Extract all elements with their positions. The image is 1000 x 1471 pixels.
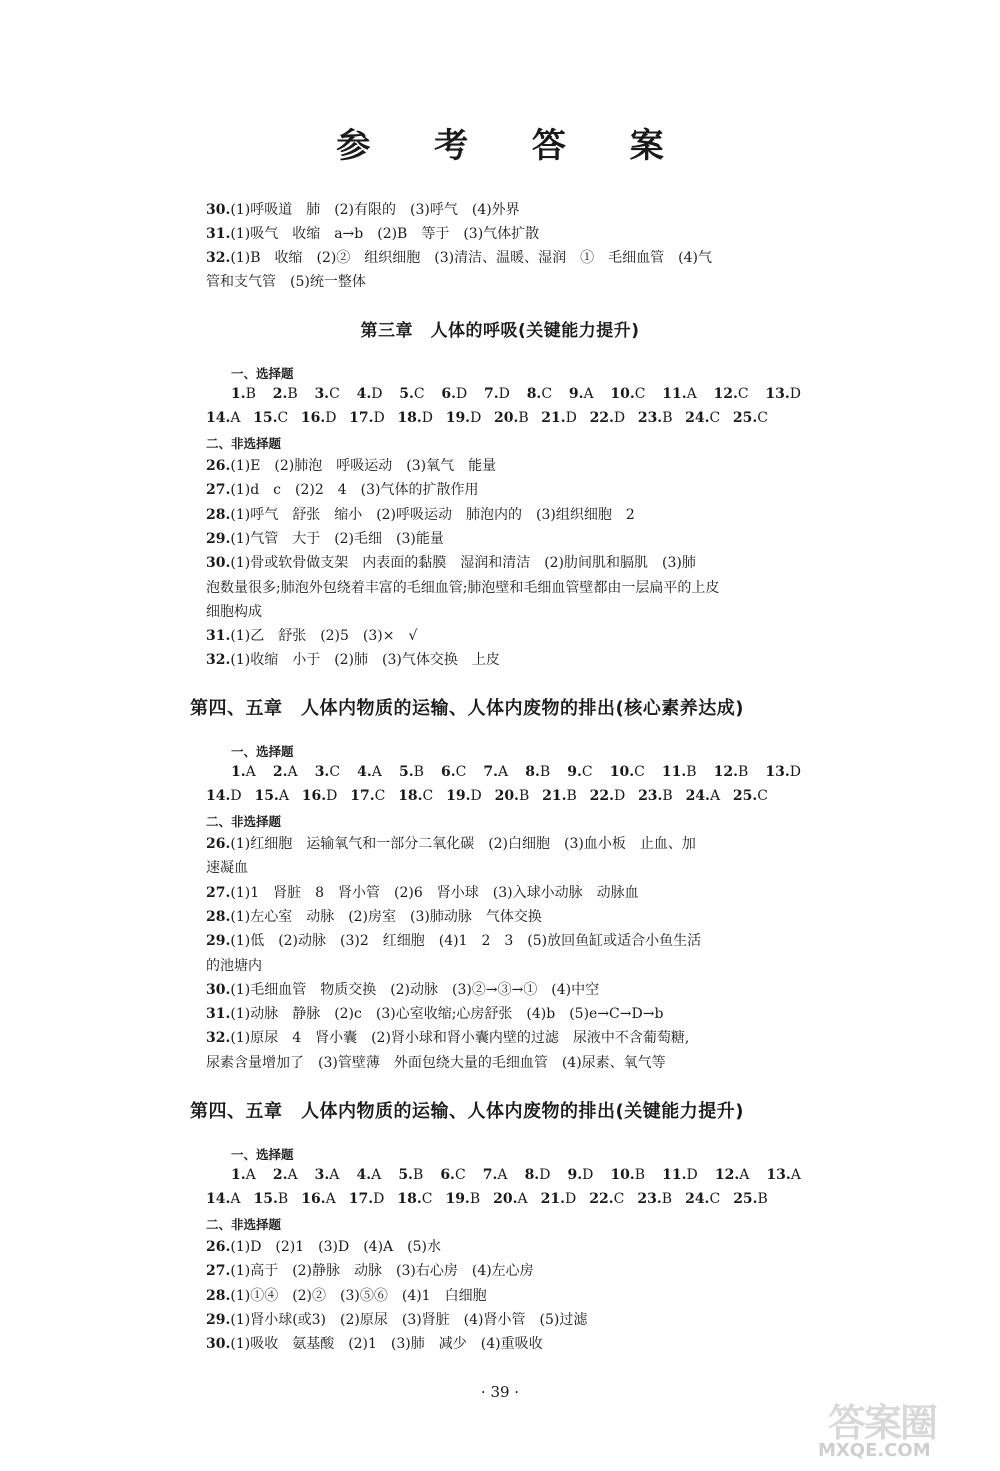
choice-answer: 1.A: [231, 1167, 256, 1183]
choice-answer: 4.A: [357, 764, 382, 780]
answer-line: [206, 224, 798, 244]
question-number: 27.: [206, 482, 231, 499]
choice-answer: 25.C: [732, 410, 768, 426]
answer-text: (1)B 收缩 (2)② 组织细胞 (3)清洁、温暖、湿润 ① 毛细血管 (4)气: [230, 250, 712, 266]
question-number: 29.: [206, 1311, 231, 1328]
answer-line: [206, 1028, 798, 1048]
question-number: 31.: [206, 628, 231, 645]
answer-text: (1)动脉 静脉 (2)c (3)心室收缩;心房舒张 (4)b (5)e→C→D→b: [230, 1006, 664, 1023]
answer-line: [206, 834, 798, 854]
answer-text: (1)吸气 收缩 a→b (2)B 等于 (3)气体扩散: [230, 226, 540, 242]
choice-answer: 24.A: [685, 788, 721, 804]
question-number: 31.: [206, 226, 231, 242]
choice-answer: 12.A: [714, 1167, 750, 1183]
choice-answers-row: [206, 788, 768, 804]
question-number: 31.: [206, 1006, 231, 1023]
answer-text: (1)气管 大于 (2)毛细 (3)能量: [230, 530, 444, 547]
choice-answer: 8.D: [524, 1167, 551, 1183]
question-number: 29.: [206, 933, 231, 950]
choice-answer: 19.B: [445, 1191, 481, 1207]
answer-text: (1)肾小球(或3) (2)原尿 (3)肾脏 (4)肾小管 (5)过滤: [230, 1311, 588, 1328]
watermark-url: MXQE.COM: [818, 1440, 931, 1461]
choice-answer: 2.A: [272, 764, 298, 780]
choice-answer: 20.B: [493, 410, 529, 426]
choice-answer: 24.C: [685, 1191, 721, 1207]
answer-text: (1)1 肾脏 8 肾小管 (2)6 肾小球 (3)入球小动脉 动脉血: [230, 884, 639, 901]
question-number: 30.: [206, 1336, 231, 1353]
answer-line: [206, 1237, 798, 1257]
watermark: [818, 1392, 978, 1462]
choice-answers-row: [206, 410, 768, 426]
choice-answer: 23.B: [637, 410, 673, 426]
answer-text: (1)①④ (2)② (3)⑤⑥ (4)1 白细胞: [230, 1287, 487, 1304]
choice-section-label: 一、选择题: [231, 1147, 294, 1162]
choice-answer: 13.A: [766, 1167, 801, 1183]
choice-answer: 17.D: [349, 410, 385, 426]
choice-answer: 10.C: [609, 764, 645, 780]
answer-text: (1)毛细血管 物质交换 (2)动脉 (3)②→③→① (4)中空: [230, 981, 600, 998]
choice-answer: 14.D: [206, 788, 242, 804]
answer-line: [206, 907, 798, 927]
answer-line: [206, 1261, 798, 1281]
choice-answer: 5.C: [399, 386, 425, 402]
page-number: · 39 ·: [480, 1383, 520, 1401]
choice-answer: 6.C: [440, 764, 467, 780]
choice-answer: 10.B: [610, 1167, 646, 1183]
section-heading: 第四、五章 人体内物质的运输、人体内废物的排出(核心素养达成): [190, 698, 744, 719]
choice-answer: 22.D: [589, 410, 626, 426]
choice-answer: 14.A: [206, 410, 241, 426]
choice-answers-row: [231, 764, 801, 780]
choice-answer: 20.B: [494, 788, 530, 804]
choice-answer: 4.D: [356, 386, 383, 402]
choice-answer: 16.A: [301, 1191, 336, 1207]
choice-answer: 21.B: [542, 788, 577, 804]
choice-answer: 5.B: [398, 764, 424, 780]
question-number: 26.: [206, 1239, 231, 1255]
nonchoice-section-label: 二、非选择题: [206, 436, 282, 451]
answer-text: (1)高于 (2)静脉 动脉 (3)右心房 (4)左心房: [230, 1263, 534, 1280]
choice-answer: 13.D: [765, 386, 801, 402]
answer-line-continued: [206, 578, 798, 598]
choice-answer: 16.D: [300, 410, 337, 426]
choice-section-label: 一、选择题: [231, 366, 294, 381]
choice-answer: 11.B: [661, 764, 697, 780]
choice-answer: 25.C: [732, 788, 768, 804]
answer-text: (1)骨或软骨做支架 内表面的黏膜 湿润和清洁 (2)肋间肌和膈肌 (3)肺: [230, 555, 696, 572]
choice-answer: 22.D: [589, 788, 626, 804]
choice-answer: 9.D: [567, 1167, 594, 1183]
choice-answer: 18.C: [397, 1191, 433, 1207]
choice-answer: 1.A: [231, 764, 256, 780]
answer-line-continued: [206, 602, 798, 622]
choice-answer: 22.C: [589, 1191, 625, 1207]
section-heading: 第四、五章 人体内物质的运输、人体内废物的排出(关键能力提升): [190, 1101, 744, 1122]
choice-answer: 21.D: [540, 1191, 577, 1207]
answer-text: (1)红细胞 运输氧气和一部分二氧化碳 (2)白细胞 (3)血小板 止血、加: [230, 836, 696, 852]
question-number: 29.: [206, 530, 231, 547]
nonchoice-section-label: 二、非选择题: [206, 1217, 282, 1232]
answer-line: [206, 1004, 798, 1024]
nonchoice-section-label: 二、非选择题: [206, 814, 282, 829]
choice-answer: 9.C: [567, 764, 593, 780]
choice-answer: 19.D: [445, 410, 482, 426]
answer-line: [206, 650, 798, 670]
question-number: 30.: [206, 981, 231, 998]
question-number: 30.: [206, 202, 231, 218]
choice-answers-row: [231, 1167, 801, 1183]
choice-answer: 8.B: [525, 764, 551, 780]
choice-answer: 21.D: [541, 410, 577, 426]
question-number: 27.: [206, 884, 231, 901]
answer-line: [206, 883, 798, 903]
choice-answer: 13.D: [765, 764, 801, 780]
choice-answer: 14.A: [206, 1191, 241, 1207]
choice-answer: 3.C: [314, 386, 340, 402]
answer-line: [206, 505, 798, 525]
choice-answer: 17.D: [348, 1191, 385, 1207]
answer-line-continued: [206, 272, 798, 292]
answer-line: [206, 248, 798, 268]
answer-line-continued: [206, 1053, 798, 1073]
answer-text: 管和支气管 (5)统一整体: [206, 274, 366, 290]
answer-line: [206, 1286, 798, 1306]
choice-answer: 6.D: [441, 386, 468, 402]
choice-answer: 18.D: [397, 410, 434, 426]
question-number: 32.: [206, 250, 231, 266]
answer-text: (1)乙 舒张 (2)5 (3)× √: [230, 628, 418, 645]
page-title: 参 考 答 案: [336, 126, 690, 166]
choice-answer: 20.A: [493, 1191, 528, 1207]
choice-section-label: 一、选择题: [231, 744, 294, 759]
choice-answer: 24.C: [685, 410, 721, 426]
answer-line: [206, 626, 798, 646]
answer-text: (1)呼吸道 肺 (2)有限的 (3)呼气 (4)外界: [230, 202, 520, 218]
choice-answer: 3.C: [314, 764, 341, 780]
answer-line: [206, 529, 798, 549]
answer-text: 泡数量很多;肺泡外包绕着丰富的毛细血管;肺泡壁和毛细血管壁都由一层扁平的上皮: [206, 579, 720, 596]
choice-answer: 1.B: [231, 386, 256, 402]
choice-answer: 15.C: [253, 410, 289, 426]
answer-text: (1)收缩 小于 (2)肺 (3)气体交换 上皮: [230, 652, 500, 669]
question-number: 27.: [206, 1263, 231, 1280]
answer-text: (1)呼气 舒张 缩小 (2)呼吸运动 肺泡内的 (3)组织细胞 2: [230, 506, 635, 523]
choice-answer: 4.A: [356, 1167, 382, 1183]
choice-answer: 7.A: [483, 764, 509, 780]
answer-text: (1)d c (2)2 4 (3)气体的扩散作用: [230, 482, 479, 499]
answer-line: [206, 1334, 798, 1354]
answer-text: 速凝血: [206, 860, 248, 877]
choice-answer: 23.B: [638, 788, 673, 804]
answer-text: (1)左心室 动脉 (2)房室 (3)肺动脉 气体交换: [230, 908, 542, 925]
answer-line: [206, 1310, 798, 1330]
question-number: 30.: [206, 555, 231, 572]
question-number: 28.: [206, 506, 231, 523]
choice-answer: 11.D: [662, 1167, 698, 1183]
choice-answer: 5.B: [398, 1167, 424, 1183]
section-heading: 第三章 人体的呼吸(关键能力提升): [360, 321, 640, 341]
choice-answer: 15.A: [254, 788, 289, 804]
answer-text: (1)低 (2)动脉 (3)2 红细胞 (4)1 2 3 (5)放回鱼缸或适合小鱼生活: [230, 933, 702, 950]
choice-answer: 18.C: [398, 788, 434, 804]
choice-answer: 8.C: [526, 386, 553, 402]
watermark-logo: 答案圈: [828, 1401, 937, 1445]
question-number: 26.: [206, 836, 231, 852]
question-number: 32.: [206, 1030, 231, 1047]
choice-answer: 9.A: [568, 386, 594, 402]
choice-answer: 25.B: [733, 1191, 768, 1207]
answer-text: (1)原尿 4 肾小囊 (2)肾小球和肾小囊内壁的过滤 尿液中不含葡萄糖,: [230, 1030, 690, 1047]
choice-answer: 11.A: [662, 386, 697, 402]
answer-text: 的池塘内: [206, 957, 262, 974]
answer-line: [206, 480, 798, 500]
choice-answer: 12.C: [713, 386, 749, 402]
question-number: 32.: [206, 652, 231, 669]
choice-answers-row: [206, 1191, 768, 1207]
answer-text: 细胞构成: [206, 603, 262, 620]
answer-line-continued: [206, 858, 798, 878]
answer-text: (1)D (2)1 (3)D (4)A (5)水: [230, 1239, 441, 1255]
answer-text: (1)吸收 氨基酸 (2)1 (3)肺 减少 (4)重吸收: [230, 1336, 543, 1353]
question-number: 26.: [206, 458, 231, 474]
choice-answer: 17.C: [350, 788, 386, 804]
answer-line-continued: [206, 956, 798, 976]
choice-answer: 7.A: [482, 1167, 508, 1183]
choice-answers-row: [231, 386, 801, 402]
choice-answer: 3.A: [314, 1167, 340, 1183]
answer-text: 尿素含量增加了 (3)管壁薄 外面包绕大量的毛细血管 (4)尿素、氧气等: [206, 1054, 666, 1071]
answer-text: (1)E (2)肺泡 呼吸运动 (3)氧气 能量: [230, 458, 497, 474]
choice-answer: 10.C: [610, 386, 646, 402]
choice-answer: 16.D: [301, 788, 338, 804]
question-number: 28.: [206, 1287, 231, 1304]
choice-answer: 19.D: [446, 788, 482, 804]
choice-answer: 23.B: [637, 1191, 673, 1207]
answer-line: [206, 200, 798, 220]
question-number: 28.: [206, 908, 231, 925]
choice-answer: 6.C: [440, 1167, 466, 1183]
choice-answer: 2.B: [272, 386, 298, 402]
answer-line: [206, 553, 798, 573]
choice-answer: 2.A: [272, 1167, 298, 1183]
answer-line: [206, 931, 798, 951]
answer-line: [206, 456, 798, 476]
answer-line: [206, 980, 798, 1000]
choice-answer: 15.B: [253, 1191, 289, 1207]
choice-answer: 12.B: [713, 764, 749, 780]
choice-answer: 7.D: [484, 386, 510, 402]
